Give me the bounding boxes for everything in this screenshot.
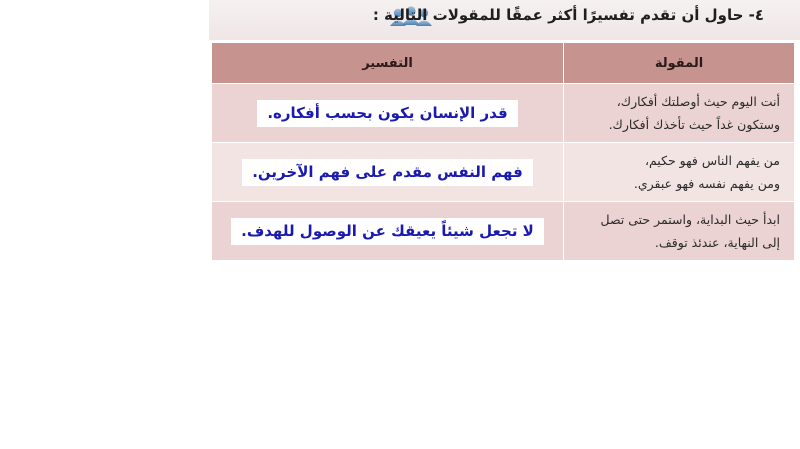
- answer-text: قدر الإنسان يكون بحسب أفكاره.: [257, 100, 517, 127]
- quote-line: ومن يفهم نفسه فهو عبقري.: [633, 176, 780, 191]
- quote-line: ابدأ حيث البداية، واستمر حتى تصل: [600, 212, 780, 227]
- quote-cell: [564, 143, 795, 202]
- quote-cell: [564, 202, 795, 261]
- quote-line: وستكون غداً حيث تأخذك أفكارك.: [608, 117, 780, 132]
- quote-line: إلى النهاية، عندئذ توقف.: [654, 235, 780, 250]
- table-row: [212, 143, 795, 202]
- explanation-cell: [212, 202, 564, 261]
- quote-line: أنت اليوم حيث أوصلتك أفكارك،: [616, 94, 780, 109]
- quote-cell: [564, 84, 795, 143]
- quotes-table: [211, 42, 795, 261]
- answer-text: لا تجعل شيئاً يعيقك عن الوصول للهدف.: [231, 218, 544, 245]
- quote-column-header: المقولة: [564, 43, 795, 84]
- explanation-column-header: التفسير: [212, 43, 564, 84]
- table-header-row: [212, 43, 795, 84]
- quote-line: من يفهم الناس فهو حكيم،: [644, 153, 780, 168]
- explanation-cell: [212, 84, 564, 143]
- question-title: ٤- حاول أن تقدم تفسيرًا أكثر عمقًا للمقولات التالية :: [372, 6, 764, 24]
- table-row: [212, 84, 795, 143]
- answer-text: فهم النفس مقدم على فهم الآخرين.: [242, 159, 533, 186]
- explanation-cell: [212, 143, 564, 202]
- table-row: [212, 202, 795, 261]
